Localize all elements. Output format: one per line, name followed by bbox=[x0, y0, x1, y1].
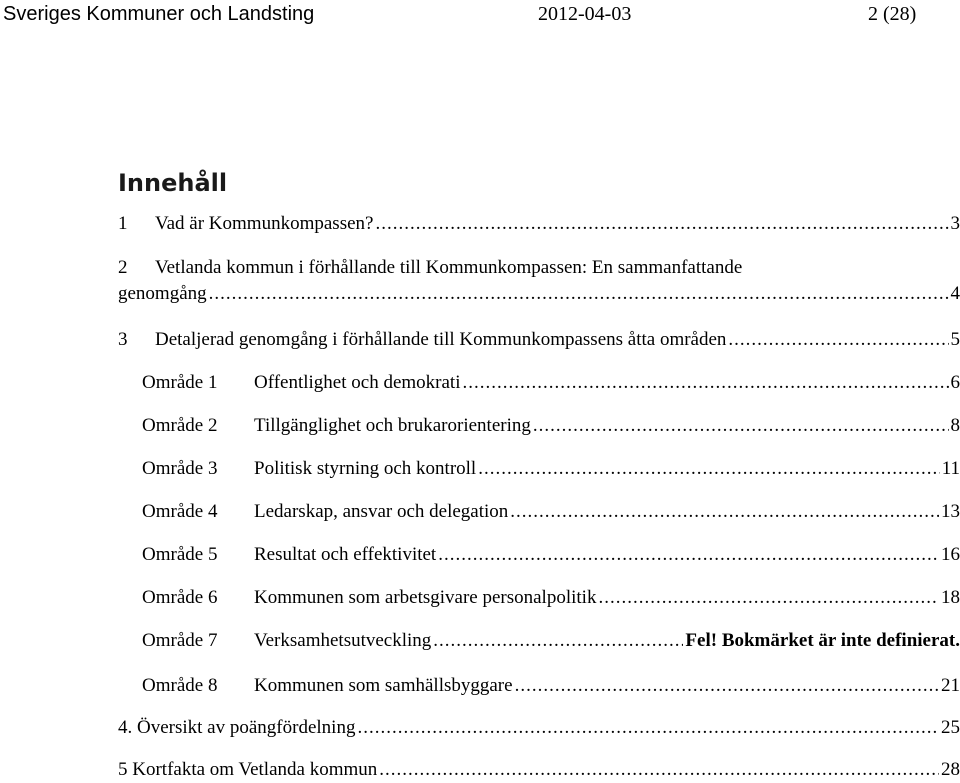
toc-entry-number: Område 7 bbox=[142, 628, 254, 654]
toc-leader-dots bbox=[533, 413, 949, 439]
toc-entry-page: 25 bbox=[941, 715, 960, 741]
toc-entry-text: Detaljerad genomgång i förhållande till Kommunkompassens åtta områden bbox=[155, 327, 726, 353]
toc-leader-dots bbox=[510, 499, 939, 525]
toc-entry-page: 13 bbox=[941, 499, 960, 525]
toc-entry-text: Resultat och effektivitet bbox=[254, 542, 436, 568]
toc-entry[interactable] bbox=[142, 499, 960, 525]
toc-entry-number: Område 8 bbox=[142, 673, 254, 699]
toc-entry-page: 8 bbox=[951, 413, 960, 439]
toc-entry[interactable] bbox=[118, 715, 960, 741]
toc-entry-number: 1 bbox=[118, 211, 155, 237]
toc-leader-dots bbox=[375, 211, 948, 237]
toc-entry-number: Område 6 bbox=[142, 585, 254, 611]
toc-leader-dots bbox=[209, 281, 949, 307]
toc-entry-number: Område 4 bbox=[142, 499, 254, 525]
toc-leader-dots bbox=[438, 542, 939, 568]
toc-entry-page: 4 bbox=[951, 281, 960, 307]
header-organization: Sveriges Kommuner och Landsting bbox=[3, 2, 314, 26]
toc-title: Innehåll bbox=[118, 167, 227, 199]
toc-entry[interactable] bbox=[118, 757, 960, 783]
toc-entry[interactable] bbox=[142, 413, 960, 439]
toc-leader-dots bbox=[379, 757, 939, 783]
header-date: 2012-04-03 bbox=[538, 2, 631, 26]
toc-leader-dots bbox=[478, 456, 940, 482]
toc-entry-text: Kommunen som arbetsgivare personalpolitik bbox=[254, 585, 596, 611]
toc-leader-dots bbox=[515, 673, 939, 699]
toc-entry-page: 16 bbox=[941, 542, 960, 568]
toc-entry-text: Politisk styrning och kontroll bbox=[254, 456, 476, 482]
toc-entry[interactable] bbox=[142, 628, 960, 654]
toc-entry-text-continued: genomgång bbox=[118, 281, 207, 307]
toc-entry-number: Område 3 bbox=[142, 456, 254, 482]
toc-leader-dots bbox=[462, 370, 948, 396]
toc-entry-text: Ledarskap, ansvar och delegation bbox=[254, 499, 508, 525]
toc-leader-dots bbox=[598, 585, 939, 611]
toc-entry-page: 21 bbox=[941, 673, 960, 699]
toc-entry[interactable] bbox=[142, 673, 960, 699]
toc-entry[interactable] bbox=[142, 585, 960, 611]
toc-entry-page: 11 bbox=[942, 456, 960, 482]
toc-entry[interactable] bbox=[118, 211, 960, 237]
page-header bbox=[0, 0, 960, 30]
toc-entry-number: Område 5 bbox=[142, 542, 254, 568]
toc-leader-dots bbox=[433, 628, 683, 654]
toc-entry-number: 3 bbox=[118, 327, 155, 353]
toc-entry-text: Kommunen som samhällsbyggare bbox=[254, 673, 513, 699]
toc-leader-dots bbox=[357, 715, 939, 741]
toc-entry-text: Verksamhetsutveckling bbox=[254, 628, 431, 654]
toc-entry[interactable] bbox=[142, 370, 960, 396]
toc-entry[interactable] bbox=[142, 456, 960, 482]
toc-entry-page: 5 bbox=[951, 327, 960, 353]
toc-entry-text: 5 Kortfakta om Vetlanda kommun bbox=[118, 757, 377, 783]
toc-entry-page: 6 bbox=[951, 370, 960, 396]
toc-entry-text: 4. Översikt av poängfördelning bbox=[118, 715, 355, 741]
toc-entry[interactable] bbox=[118, 255, 960, 307]
toc-entry-number: 2 bbox=[118, 255, 155, 281]
toc-entry-page: 28 bbox=[941, 757, 960, 783]
toc-entry-text: Vad är Kommunkompassen? bbox=[155, 211, 373, 237]
toc-entry-bookmark-error: Fel! Bokmärket är inte definierat. bbox=[685, 628, 960, 654]
toc-entry-page: 18 bbox=[941, 585, 960, 611]
toc-entry-number: Område 2 bbox=[142, 413, 254, 439]
toc-entry-number: Område 1 bbox=[142, 370, 254, 396]
toc-entry[interactable] bbox=[142, 542, 960, 568]
toc-leader-dots bbox=[728, 327, 948, 353]
toc-entry-text: Vetlanda kommun i förhållande till Kommunkompassen: En sammanfattande bbox=[155, 257, 742, 278]
toc-entry-text: Offentlighet och demokrati bbox=[254, 370, 460, 396]
toc-entry[interactable] bbox=[118, 327, 960, 353]
header-page-number: 2 (28) bbox=[868, 2, 916, 26]
toc-entry-text: Tillgänglighet och brukarorientering bbox=[254, 413, 531, 439]
toc-entry-page: 3 bbox=[951, 211, 960, 237]
